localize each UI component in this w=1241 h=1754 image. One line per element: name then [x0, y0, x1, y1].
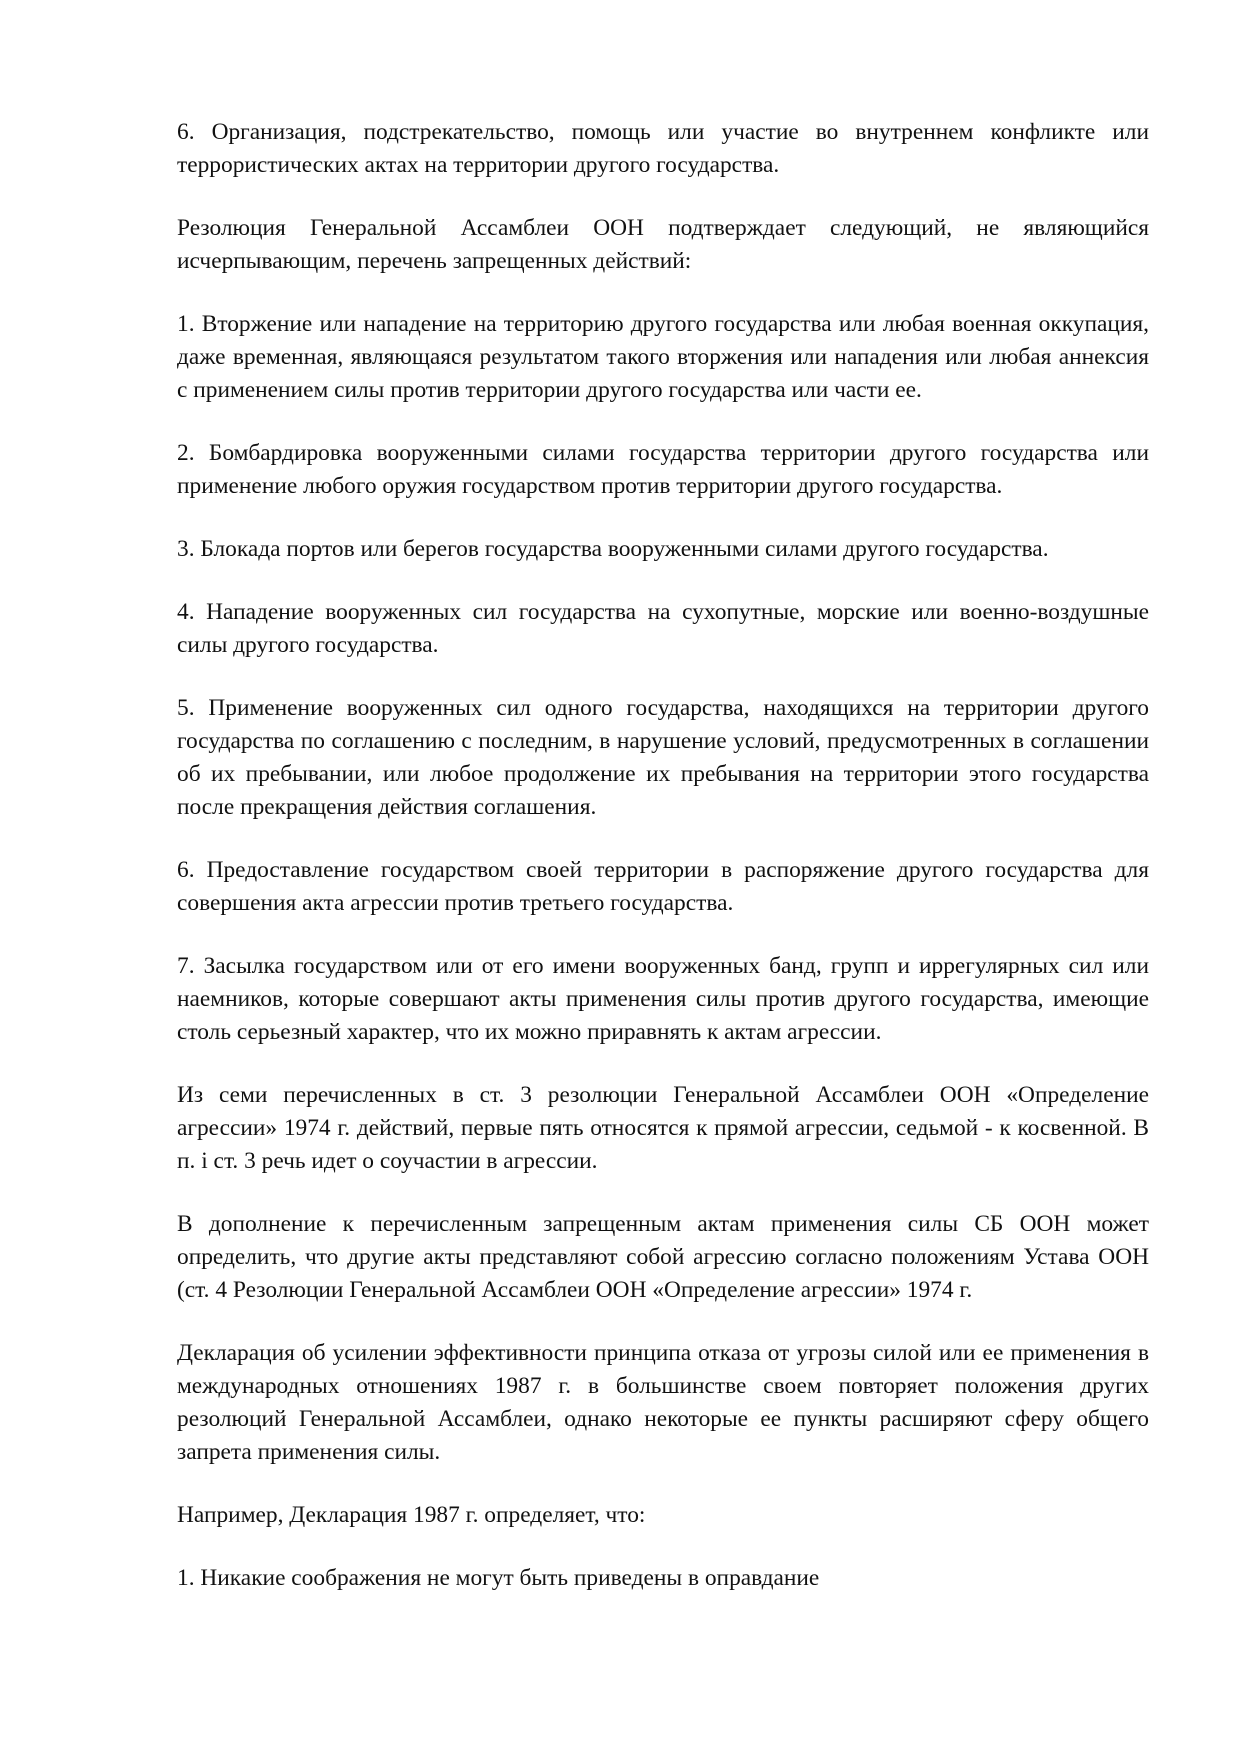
paragraph: Из семи перечисленных в ст. 3 резолюции Генеральной Ассамблеи ООН «Определение агрессии» 1974 г. действий, первые пять относятся к прямой агрессии, седьмой - к косвенной. В п. i ст. 3 речь идет о соучастии в агрессии.	[177, 1082, 1149, 1174]
paragraph: 1. Никакие соображения не могут быть приведены в оправдание	[177, 1565, 820, 1591]
document-body	[177, 116, 1149, 1625]
paragraph: Декларация об усилении эффективности принципа отказа от угрозы силой или ее применения в международных отношениях 1987 г. в большинстве своем повторяет положения других резолюций Генеральной Ассамблеи, однако некоторые ее пункты расширяют сферу общего запрета применения силы.	[177, 1340, 1149, 1465]
paragraph: 7. Засылка государством или от его имени вооруженных банд, групп и иррегулярных сил или наемников, которые совершают акты применения силы против другого государства, имеющие столь серьезный характер, что их можно приравнять к актам агрессии.	[177, 953, 1149, 1045]
paragraph: 2. Бомбардировка вооруженными силами государства территории другого государства или применение любого оружия государством против территории другого государства.	[177, 440, 1149, 499]
paragraph: 4. Нападение вооруженных сил государства на сухопутные, морские или военно-воздушные силы другого государства.	[177, 599, 1149, 658]
paragraph: Резолюция Генеральной Ассамблеи ООН подтверждает следующий, не являющийся исчерпывающим, перечень запрещенных действий:	[177, 215, 1149, 274]
paragraph: 6. Организация, подстрекательство, помощь или участие во внутреннем конфликте или террористических актах на территории другого государства.	[177, 119, 1149, 178]
paragraph: 5. Применение вооруженных сил одного государства, находящихся на территории другого государства по соглашению с последним, в нарушение условий, предусмотренных в соглашении об их пребывании, или любое продолжение их пребывания на территории этого государства после прекращения действия соглашения.	[177, 695, 1149, 820]
paragraph: 3. Блокада портов или берегов государства вооруженными силами другого государства.	[177, 536, 1049, 562]
paragraph: 6. Предоставление государством своей территории в распоряжение другого государства для совершения акта агрессии против третьего государства.	[177, 857, 1149, 916]
paragraph: В дополнение к перечисленным запрещенным актам применения силы СБ ООН может определить, что другие акты представляют собой агрессию согласно положениям Устава ООН (ст. 4 Резолюции Генеральной Ассамблеи ООН «Определение агрессии» 1974 г.	[177, 1211, 1149, 1303]
paragraph: Например, Декларация 1987 г. определяет, что:	[177, 1502, 646, 1528]
paragraph: 1. Вторжение или нападение на территорию другого государства или любая военная оккупация, даже временная, являющаяся результатом такого вторжения или нападения или любая аннексия с применением силы против территории другого государства или части ее.	[177, 311, 1149, 403]
